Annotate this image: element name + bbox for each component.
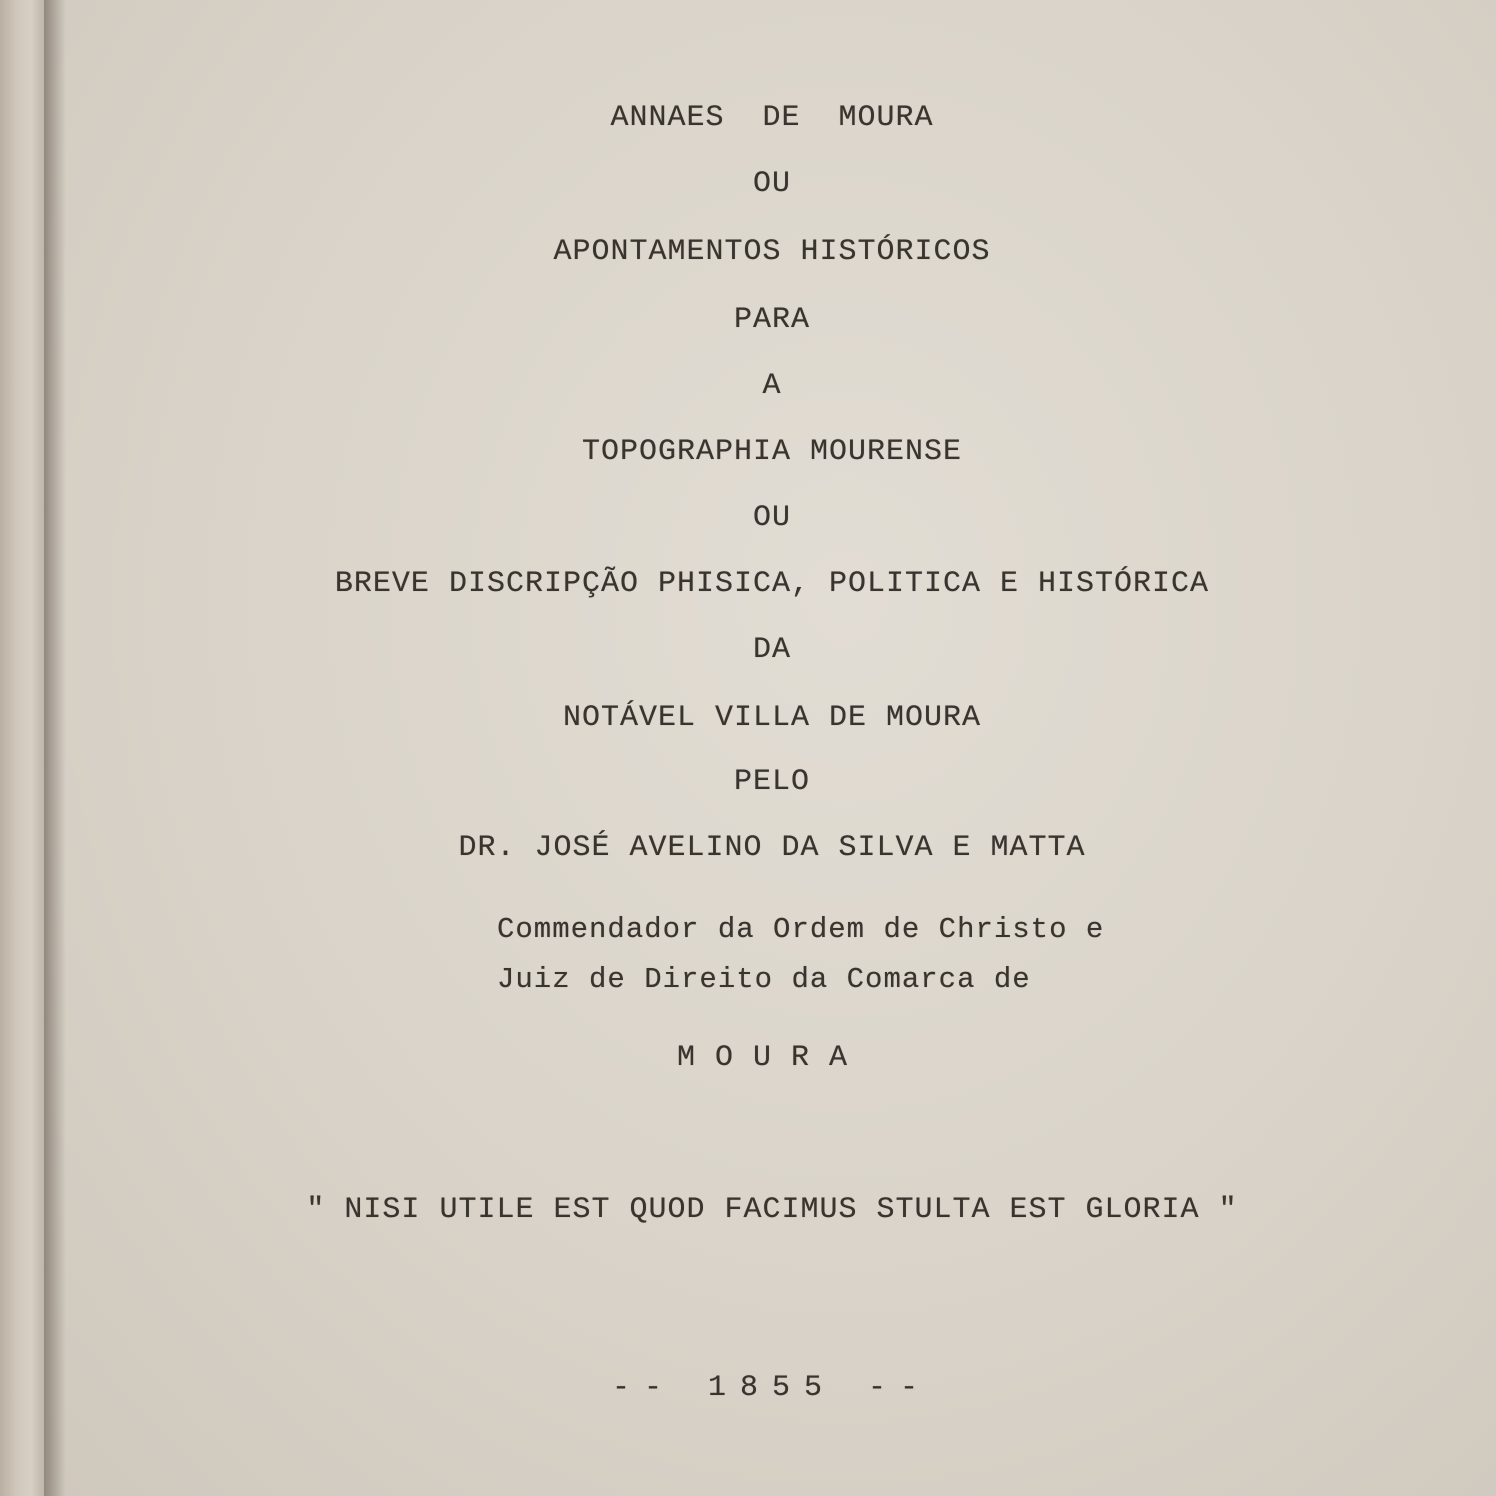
place-name: MOURA [676,1041,867,1075]
book-subtitle: APONTAMENTOS HISTÓRICOS [553,235,991,269]
latin-motto: " NISI UTILE EST QUOD FACIMUS STULTA EST GLORIA " [306,1193,1238,1227]
description-line: BREVE DISCRIPÇÃO PHISICA, POLITICA E HISTÓRICA [334,567,1210,601]
author-name: DR. JOSÉ AVELINO DA SILVA E MATTA [458,831,1086,865]
conjunction-or-2: OU [752,501,791,535]
author-credential-2: Juiz de Direito da Comarca de [497,963,1031,996]
word-pelo: PELO [733,765,810,799]
word-a: A [762,369,782,403]
villa-line: NOTÁVEL VILLA DE MOURA [562,701,982,735]
title-page [48,0,1496,1496]
word-para: PARA [733,303,810,337]
author-credential-1: Commendador da Ordem de Christo e [497,913,1105,946]
word-da: DA [752,633,791,667]
book-spine [0,0,44,1496]
publication-year: -- 1855 -- [611,1371,933,1405]
topographia-line: TOPOGRAPHIA MOURENSE [581,435,963,469]
gutter-shadow [44,0,66,1496]
conjunction-or-1: OU [752,167,791,201]
book-title: ANNAES DE MOURA [610,101,934,135]
